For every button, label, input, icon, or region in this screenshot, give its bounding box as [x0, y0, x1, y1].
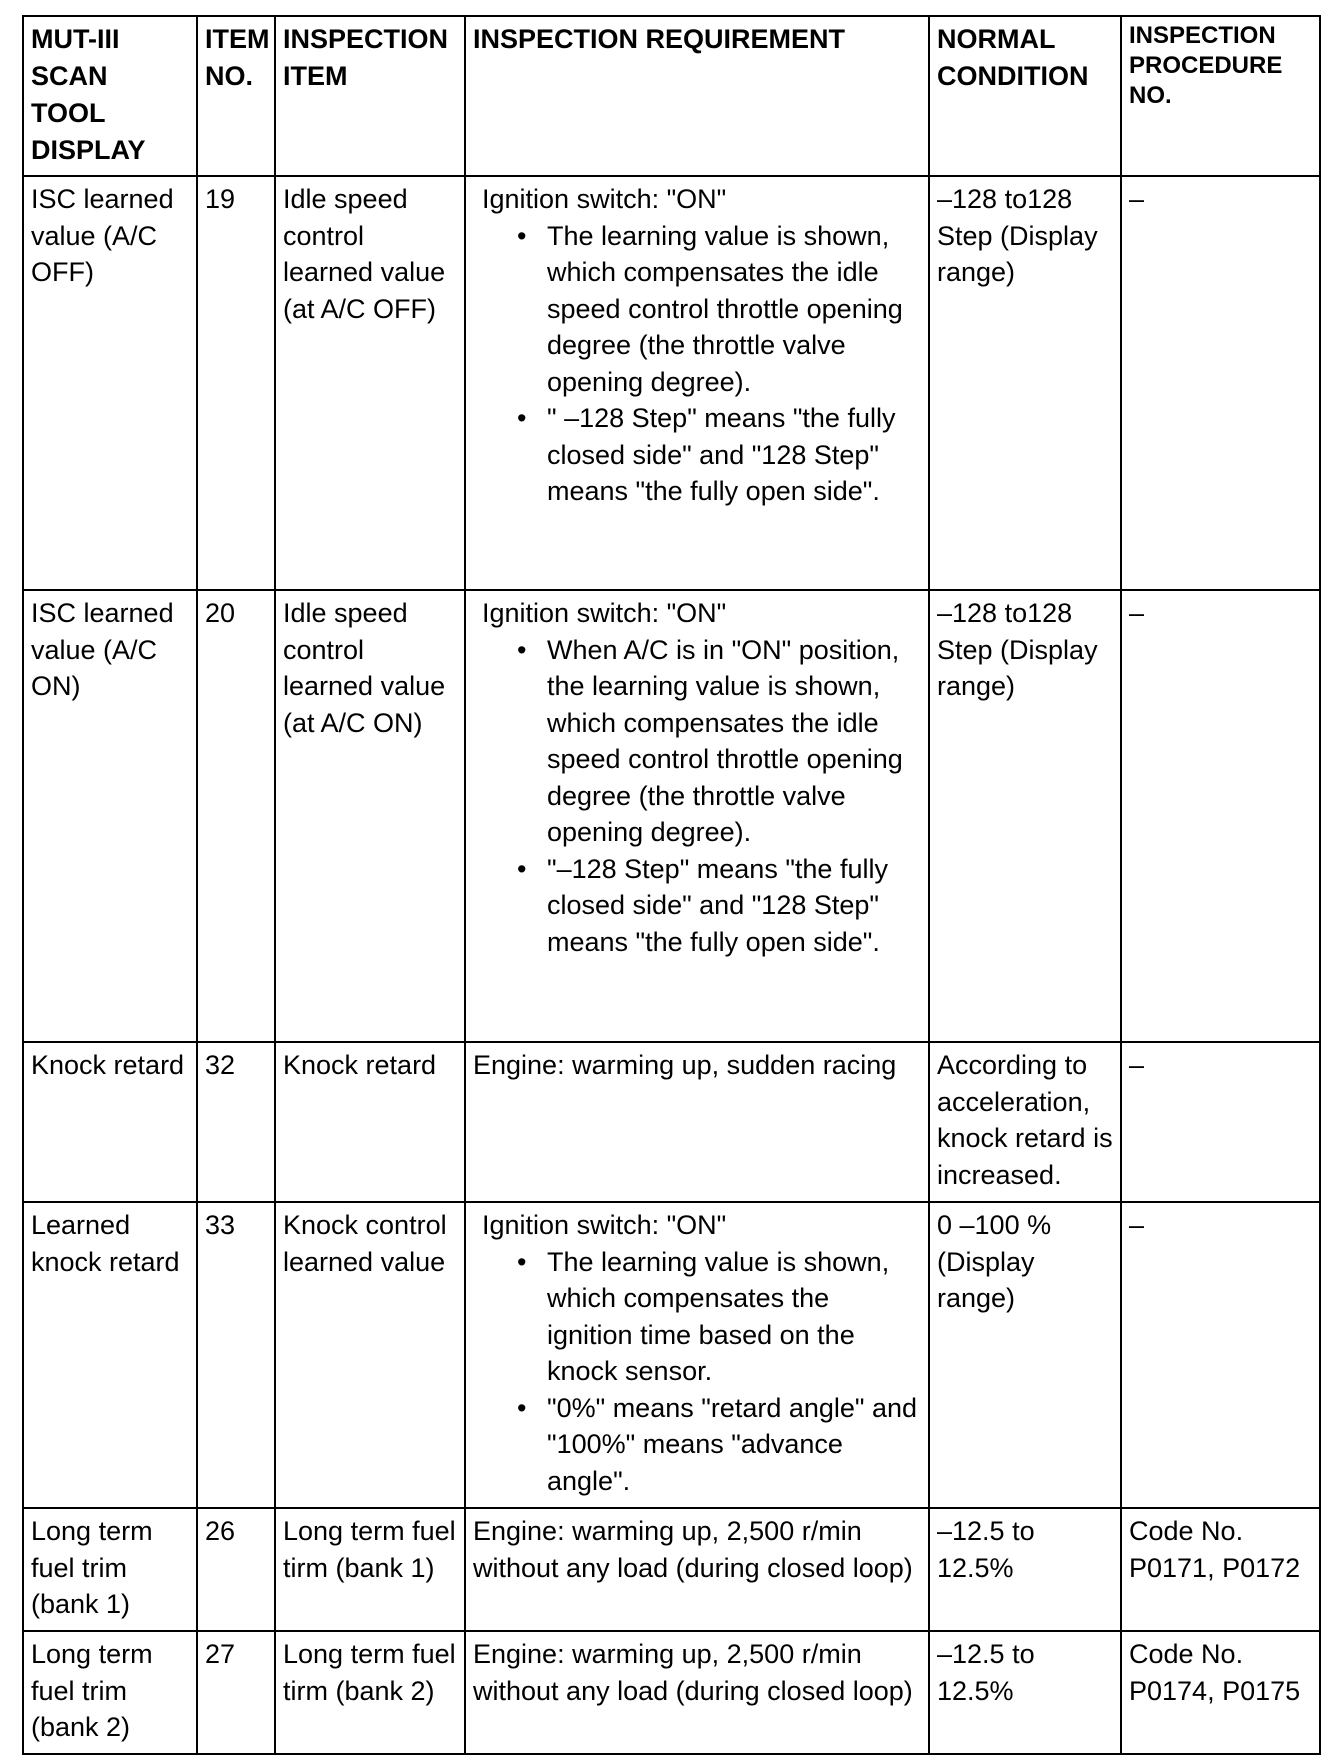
cell-requirement [465, 590, 929, 1042]
cell-display: ISC learned value (A/C OFF) [23, 176, 197, 590]
header-item-no: ITEM NO. [197, 16, 275, 176]
cell-procedure: – [1121, 176, 1320, 590]
cell-display: ISC learned value (A/C ON) [23, 590, 197, 1042]
table-row [23, 1631, 1320, 1754]
requirement-condition: Ignition switch: "ON" [482, 1210, 727, 1240]
header-normal-condition: NORMAL CONDITION [929, 16, 1121, 176]
requirement-bullet: • "0%" means "retard angle" and "100%" means "advance angle". [547, 1390, 921, 1500]
cell-item-no: 20 [197, 590, 275, 1042]
requirement-bullet: • The learning value is shown, which compensates the idle speed control throttle opening degree (the throttle valve opening degree). [547, 218, 921, 401]
requirement-condition: Engine: warming up, sudden racing [473, 1050, 897, 1080]
cell-display: Learned knock retard [23, 1202, 197, 1508]
table-row [23, 590, 1320, 1042]
inspection-table-sheet [22, 15, 1319, 1755]
cell-normal-condition: –128 to128 Step (Display range) [929, 176, 1121, 590]
table-row [23, 1042, 1320, 1202]
cell-display: Long term fuel trim (bank 1) [23, 1508, 197, 1631]
header-requirement: INSPECTION REQUIREMENT [465, 16, 929, 176]
cell-item-no: 33 [197, 1202, 275, 1508]
cell-normal-condition: –128 to128 Step (Display range) [929, 590, 1121, 1042]
requirement-bullets [473, 218, 921, 510]
header-procedure: INSPECTION PROCEDURE NO. [1121, 16, 1320, 176]
requirement-bullet: • "–128 Step" means "the fully closed side" and "128 Step" means "the fully open side". [547, 851, 921, 961]
cell-inspection-item: Long term fuel tirm (bank 1) [275, 1508, 465, 1631]
cell-procedure: – [1121, 590, 1320, 1042]
header-inspection-item: INSPECTION ITEM [275, 16, 465, 176]
cell-inspection-item: Idle speed control learned value (at A/C OFF) [275, 176, 465, 590]
cell-inspection-item: Knock control learned value [275, 1202, 465, 1508]
table-row [23, 1202, 1320, 1508]
cell-requirement [465, 176, 929, 590]
cell-requirement [465, 1202, 929, 1508]
cell-item-no: 27 [197, 1631, 275, 1754]
cell-procedure: – [1121, 1202, 1320, 1508]
cell-normal-condition: According to acceleration, knock retard is increased. [929, 1042, 1121, 1202]
cell-display: Knock retard [23, 1042, 197, 1202]
requirement-condition: Engine: warming up, 2,500 r/min without any load (during closed loop) [473, 1516, 913, 1583]
cell-item-no: 26 [197, 1508, 275, 1631]
requirement-bullet: • " –128 Step" means "the fully closed side" and "128 Step" means "the fully open side". [547, 400, 921, 510]
header-row [23, 16, 1320, 176]
cell-requirement [465, 1042, 929, 1202]
cell-requirement [465, 1508, 929, 1631]
cell-display: Long term fuel trim (bank 2) [23, 1631, 197, 1754]
cell-normal-condition: –12.5 to 12.5% [929, 1631, 1121, 1754]
cell-item-no: 32 [197, 1042, 275, 1202]
requirement-bullet: • When A/C is in "ON" position, the learning value is shown, which compensates the idle speed control throttle opening degree (the throttle valve opening degree). [547, 632, 921, 851]
table-row [23, 1508, 1320, 1631]
cell-normal-condition: –12.5 to 12.5% [929, 1508, 1121, 1631]
cell-inspection-item: Long term fuel tirm (bank 2) [275, 1631, 465, 1754]
cell-item-no: 19 [197, 176, 275, 590]
cell-normal-condition: 0 –100 % (Display range) [929, 1202, 1121, 1508]
cell-requirement [465, 1631, 929, 1754]
table-row [23, 176, 1320, 590]
inspection-table [22, 15, 1321, 1755]
requirement-condition: Ignition switch: "ON" [482, 598, 727, 628]
cell-procedure: Code No. P0174, P0175 [1121, 1631, 1320, 1754]
requirement-condition: Engine: warming up, 2,500 r/min without any load (during closed loop) [473, 1639, 913, 1706]
requirement-condition: Ignition switch: "ON" [482, 184, 727, 214]
header-display: MUT-III SCAN TOOL DISPLAY [23, 16, 197, 176]
cell-inspection-item: Idle speed control learned value (at A/C ON) [275, 590, 465, 1042]
cell-inspection-item: Knock retard [275, 1042, 465, 1202]
requirement-bullet: • The learning value is shown, which compensates the ignition time based on the knock sensor. [547, 1244, 921, 1390]
requirement-bullets [473, 1244, 921, 1500]
cell-procedure: Code No. P0171, P0172 [1121, 1508, 1320, 1631]
requirement-bullets [473, 632, 921, 961]
cell-procedure: – [1121, 1042, 1320, 1202]
